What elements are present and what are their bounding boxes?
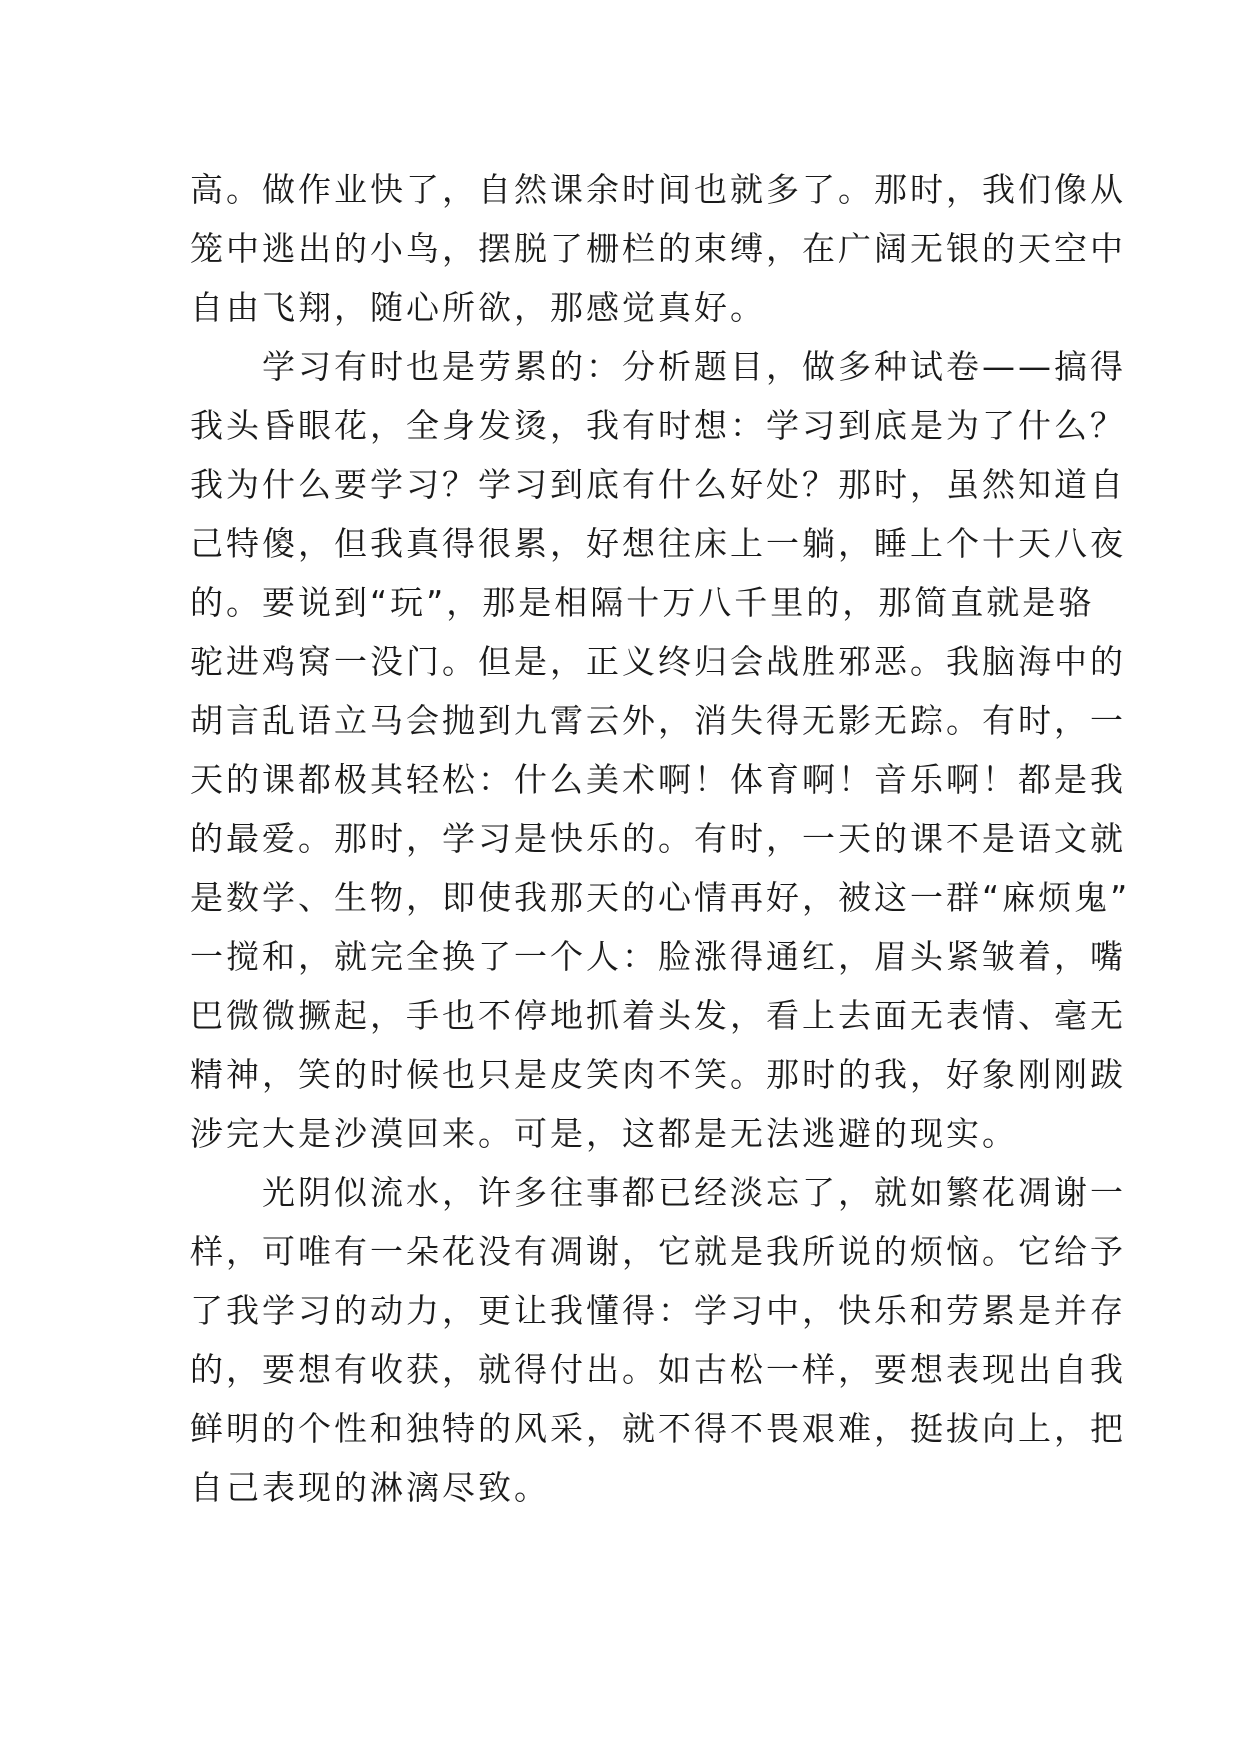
text-line: 自己表现的淋漓尽致。 xyxy=(190,1468,550,1507)
text-line: 我头昏眼花，全身发烫，我有时想：学习到底是为了什么？ xyxy=(190,406,1126,445)
text-line: 自由飞翔，随心所欲，那感觉真好。 xyxy=(190,288,766,327)
text-line: 笼中逃出的小鸟，摆脱了栅栏的束缚，在广阔无银的天空中 xyxy=(190,229,1126,268)
text-line: 己特傻，但我真得很累，好想往床上一躺，睡上个十天八夜 xyxy=(190,524,1126,563)
text-line: 天的课都极其轻松：什么美术啊！体育啊！音乐啊！都是我 xyxy=(190,760,1126,799)
text-line: 高。做作业快了，自然课余时间也就多了。那时，我们像从 xyxy=(190,170,1126,209)
text-line: 样，可唯有一朵花没有凋谢，它就是我所说的烦恼。它给予 xyxy=(190,1232,1126,1271)
text-line: 一搅和，就完全换了一个人：脸涨得通红，眉头紧皱着，嘴 xyxy=(190,937,1126,976)
text-line: 了我学习的动力，更让我懂得：学习中，快乐和劳累是并存 xyxy=(190,1291,1126,1330)
text-line: 我为什么要学习？学习到底有什么好处？那时，虽然知道自 xyxy=(190,465,1126,504)
text-line: 鲜明的个性和独特的风采，就不得不畏艰难，挺拔向上，把 xyxy=(190,1409,1126,1448)
text-line: 精神，笑的时候也只是皮笑肉不笑。那时的我，好象刚刚跋 xyxy=(190,1055,1126,1094)
text-line: 光阴似流水，许多往事都已经淡忘了，就如繁花凋谢一 xyxy=(190,1173,1126,1212)
text-line: 巴微微撅起，手也不停地抓着头发，看上去面无表情、毫无 xyxy=(190,996,1126,1035)
essay-body xyxy=(190,160,1131,1517)
text-line: 涉完大是沙漠回来。可是，这都是无法逃避的现实。 xyxy=(190,1114,1018,1153)
text-line: 学习有时也是劳累的：分析题目，做多种试卷——搞得 xyxy=(190,347,1126,386)
text-line: 的。要说到“玩”，那是相隔十万八千里的，那简直就是骆 xyxy=(190,583,1095,622)
text-line: 胡言乱语立马会抛到九霄云外，消失得无影无踪。有时，一 xyxy=(190,701,1126,740)
text-line: 是数学、生物，即使我那天的心情再好，被这一群“麻烦鬼” xyxy=(190,878,1131,917)
text-line: 的，要想有收获，就得付出。如古松一样，要想表现出自我 xyxy=(190,1350,1126,1389)
text-line: 的最爱。那时，学习是快乐的。有时，一天的课不是语文就 xyxy=(190,819,1126,858)
text-line: 驼进鸡窝一没门。但是，正义终归会战胜邪恶。我脑海中的 xyxy=(190,642,1126,681)
